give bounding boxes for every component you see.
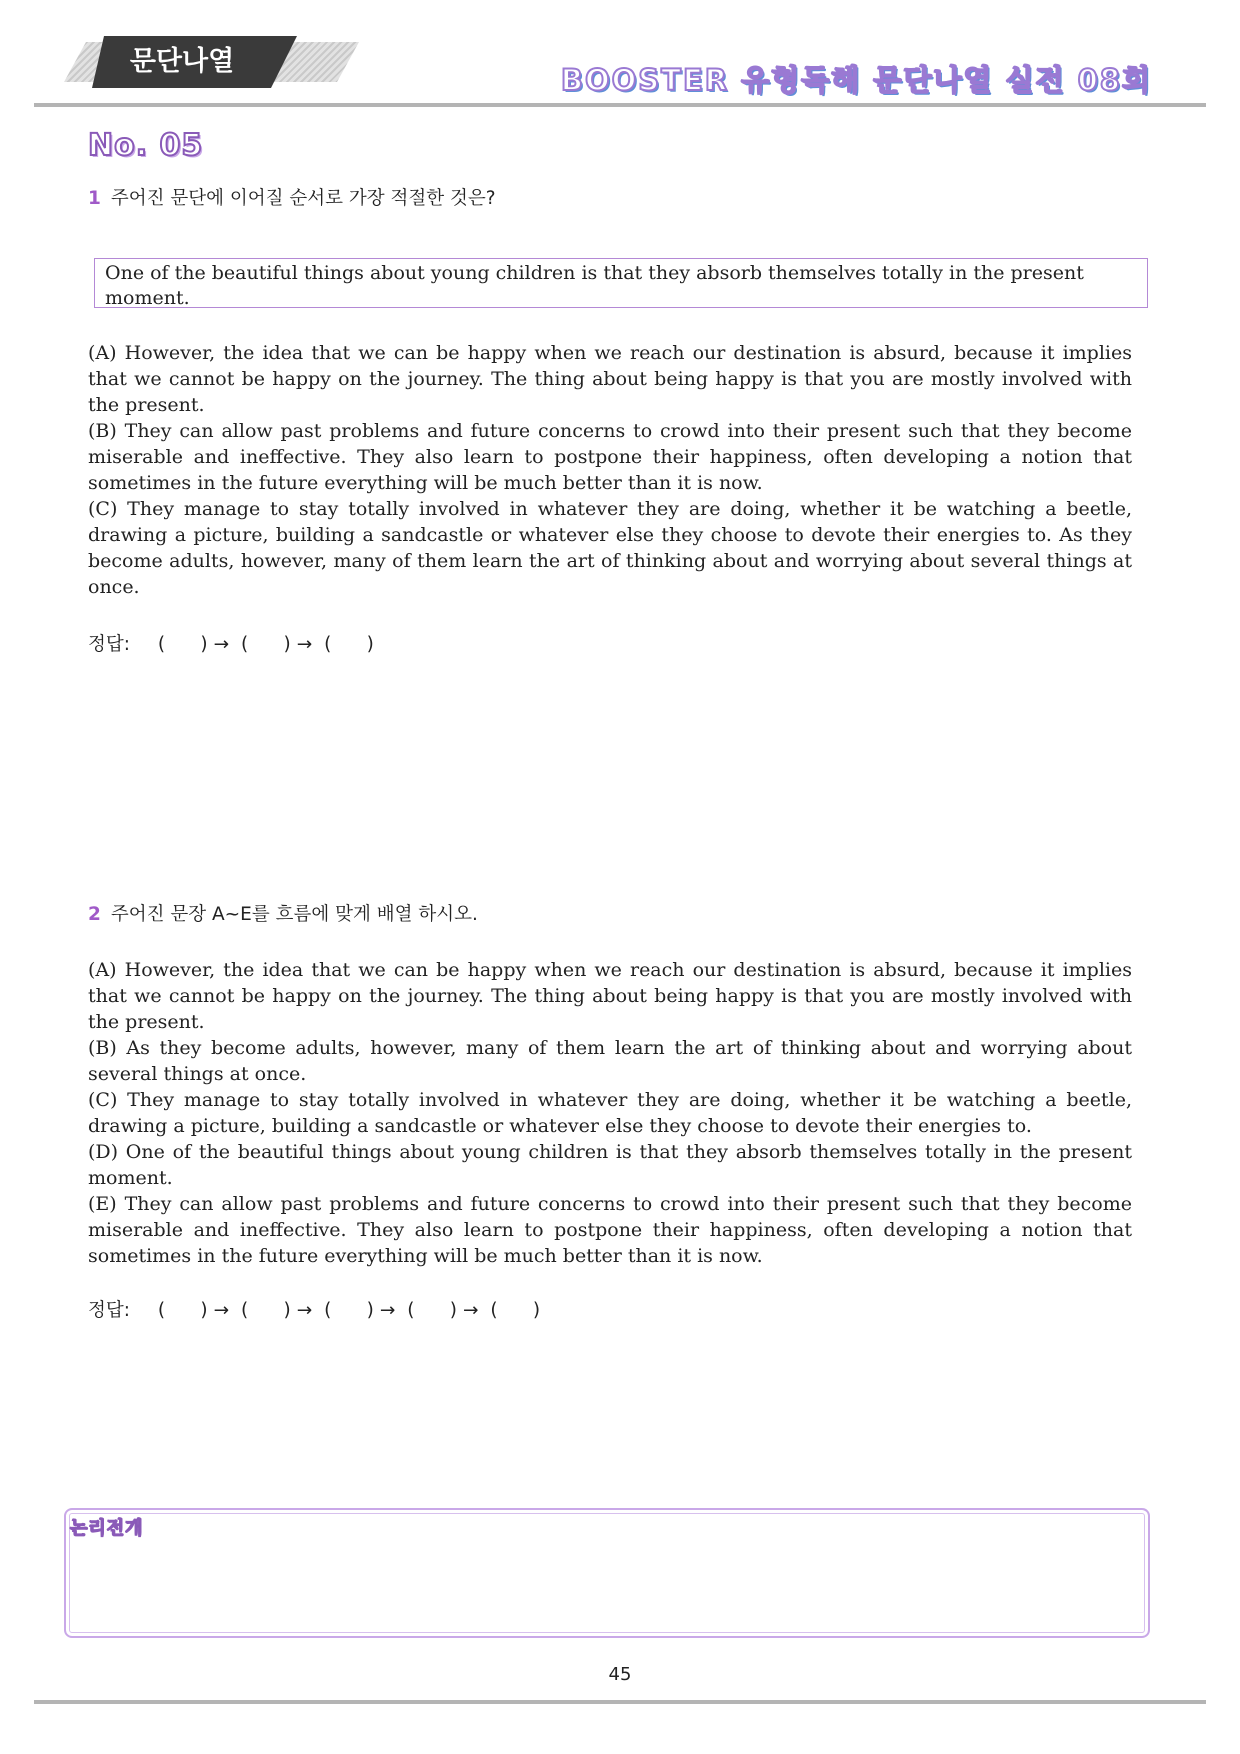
answer-blank[interactable]: ( ) (407, 1300, 457, 1321)
question-2-prompt (88, 900, 478, 926)
answer-blank[interactable]: ( ) (157, 634, 208, 655)
logic-notes-label: 논리전개 (70, 1518, 144, 1539)
question-2-answer-line (88, 1296, 546, 1322)
q2-paragraph-c: (C) They manage to stay totally involved in whatever they are doing, whether it be watching a beetle, drawing a picture, building a sandcastle or whatever else they choose to devote their energies to. (88, 1089, 1132, 1137)
q2-paragraph-d: (D) One of the beautiful things about young children is that they absorb themselves totally in the present moment. (88, 1141, 1132, 1189)
q1-paragraph-a: (A) However, the idea that we can be happy when we reach our destination is absurd, because it implies that we cannot be happy on the journey. The thing about being happy is that you are mostly involved with the present. (88, 342, 1132, 416)
q2-paragraph-a: (A) However, the idea that we can be happy when we reach our destination is absurd, because it implies that we cannot be happy on the journey. The thing about being happy is that you are mostly involved with the present. (88, 959, 1132, 1033)
question-1-number: 1 (88, 188, 101, 209)
answer-blank[interactable]: ( ) (157, 1300, 208, 1321)
question-2-text: 주어진 문장 A~E를 흐름에 맞게 배열 하시오. (110, 904, 478, 925)
answer-blank[interactable]: ( ) (324, 1300, 374, 1321)
section-tab-label: 문단나열 (129, 46, 235, 77)
answer-blank[interactable]: ( ) (241, 634, 291, 655)
answer-label: 정답: (88, 1300, 130, 1321)
given-paragraph-box: One of the beautiful things about young children is that they absorb themselves totally in the present moment. (94, 258, 1148, 308)
q2-paragraph-b: (B) As they become adults, however, many of them learn the art of thinking about and worrying about several things at once. (88, 1037, 1132, 1085)
question-1-prompt (88, 184, 496, 210)
question-1-text: 주어진 문단에 이어질 순서로 가장 적절한 것은? (110, 188, 496, 209)
arrow-icon: → (296, 1300, 313, 1321)
footer-divider (34, 1700, 1206, 1704)
answer-blank[interactable]: ( ) (241, 1300, 291, 1321)
question-2-number: 2 (88, 904, 101, 925)
worksheet-title: BOOSTER 유형독해 문단나열 실전 08회 (560, 63, 1152, 97)
page-number: 45 (608, 1664, 632, 1685)
answer-blank[interactable]: ( ) (324, 634, 374, 655)
arrow-icon: → (379, 1300, 396, 1321)
header-divider (34, 103, 1206, 107)
answer-label: 정답: (88, 634, 130, 655)
question-2-passage (88, 957, 1132, 1269)
arrow-icon: → (213, 1300, 230, 1321)
answer-blank[interactable]: ( ) (490, 1300, 541, 1321)
q1-paragraph-c: (C) They manage to stay totally involved in whatever they are doing, whether it be watching a beetle, drawing a picture, building a sandcastle or whatever else they choose to devote their energies to. As they become adults, however, many of them learn the art of thinking about and worrying about several things at once. (88, 498, 1132, 598)
problem-number: No. 05 (88, 128, 204, 163)
arrow-icon: → (213, 634, 230, 655)
arrow-icon: → (462, 1300, 479, 1321)
arrow-icon: → (296, 634, 313, 655)
question-1-answer-line (88, 630, 380, 656)
q2-paragraph-e: (E) They can allow past problems and future concerns to crowd into their present such that they become miserable and ineffective. They also learn to postpone their happiness, often developing a notion that sometimes in the future everything will be much better than it is now. (88, 1193, 1132, 1267)
logic-notes-box[interactable] (64, 1508, 1150, 1638)
q1-paragraph-b: (B) They can allow past problems and future concerns to crowd into their present such that they become miserable and ineffective. They also learn to postpone their happiness, often developing a notion that sometimes in the future everything will be much better than it is now. (88, 420, 1132, 494)
question-1-passage (88, 340, 1132, 600)
